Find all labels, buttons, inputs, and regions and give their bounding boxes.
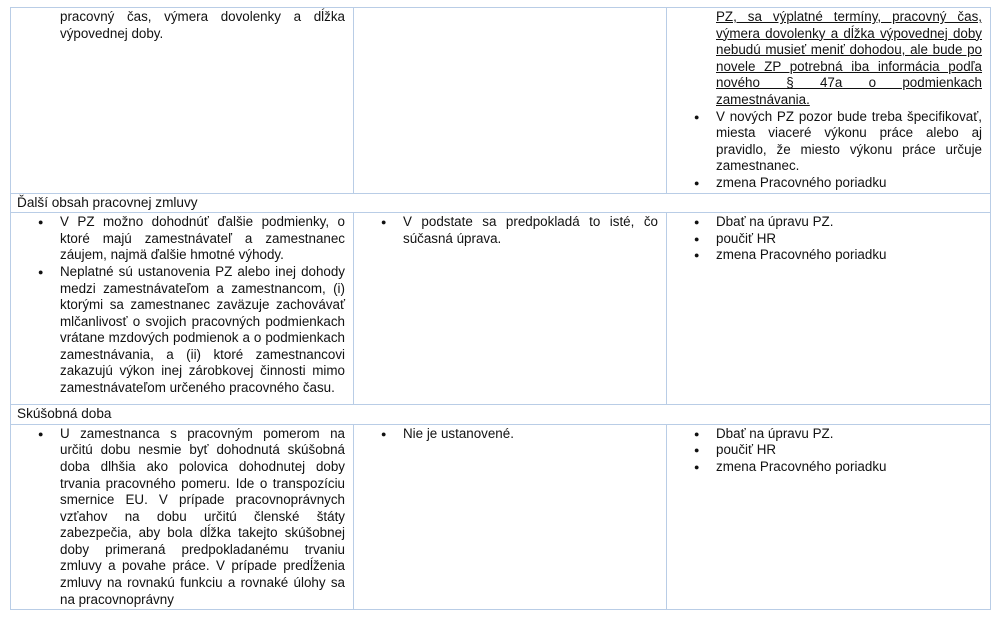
comparison-table: [10, 7, 991, 610]
bullet-icon: ●: [38, 428, 44, 439]
continued-text: pracovný čas, výmera dovolenky a dĺžka výpovednej doby.: [60, 9, 345, 41]
bullet-icon: ●: [694, 177, 700, 188]
bullet-icon: ●: [694, 461, 700, 472]
list-item-text: Nie je ustanovené.: [403, 425, 514, 441]
cell-amendment: [354, 8, 667, 194]
bullet-icon: ●: [694, 111, 700, 122]
list-item: [694, 458, 982, 476]
list-item-text: poučiť HR: [716, 230, 777, 246]
cell-recommendation: [667, 8, 991, 194]
list-item-text: Dbať na úpravu PZ.: [716, 214, 834, 230]
list-item: [38, 263, 345, 397]
list-item-text: poučiť HR: [716, 442, 777, 458]
list-item: [694, 214, 982, 231]
list-item-text: Dbať na úpravu PZ.: [716, 425, 834, 441]
cell-recommendation: [667, 213, 991, 405]
current-law-list: [17, 426, 345, 609]
list-item-text: zmena Pracovného poriadku: [716, 174, 887, 190]
bullet-icon: ●: [694, 428, 700, 439]
list-item: [694, 230, 982, 248]
bullet-icon: ●: [694, 445, 700, 456]
list-item-text: V PZ možno dohodnúť ďalšie podmienky, o ktoré majú zamestnávateľ a zamestnanec záujem, najmä ďalšie hmotné výhody.: [60, 214, 345, 263]
list-item-text: zmena Pracovného poriadku: [716, 247, 887, 263]
list-item: [694, 247, 982, 264]
section-heading-row: [11, 405, 991, 425]
list-item: [694, 108, 982, 175]
recommendation-list: [673, 426, 982, 476]
cell-current-law: [11, 213, 354, 405]
amendment-list: [360, 426, 658, 443]
bullet-icon: ●: [38, 266, 44, 277]
amendment-list: [360, 214, 658, 247]
recommendation-list: [673, 109, 982, 192]
bullet-icon: ●: [694, 217, 700, 228]
bullet-icon: ●: [38, 217, 44, 228]
list-item: [694, 442, 982, 459]
list-item: [381, 425, 658, 443]
section-heading-row: [11, 193, 991, 213]
bullet-icon: ●: [694, 233, 700, 244]
list-item: [694, 425, 982, 443]
cell-amendment: [354, 424, 667, 610]
list-item-text: U zamestnanca s pracovným pomerom na určitú dobu nesmie byť dohodnutá skúšobná doba dlhšia ako polovica dohodnutej doby trvania pracovného pomeru. Ide o transpozíciu smernice EU. V prípade pracovnoprávnych vzťahov na dobu určitú členské štáty zabezpečia, aby bola dĺžka takejto skúšobnej doby primeraná predpokladanému trvaniu zmluvy a povahe práce. V prípade predĺženia zmluvy na rovnakú funkciu a rovnaké úlohy sa na pracovnoprávny: [60, 425, 345, 607]
list-item-text: zmena Pracovného poriadku: [716, 458, 887, 474]
current-law-list: [17, 214, 345, 397]
list-item-text: V nových PZ pozor bude treba špecifikovať, miesta viaceré výkonu práce alebo aj pravidlo, že miesto výkonu práce určuje zamestnanec.: [716, 108, 982, 174]
table-row-continued: [11, 8, 991, 194]
table-row-probation: [11, 424, 991, 610]
underlined-continued-text: PZ, sa výplatné termíny, pracovný čas, výmera dovolenky a dĺžka výpovednej doby nebudú musieť meniť dohodou, ale bude po novele ZP potrebná iba informácia podľa nového § 47a o podmienkach zamestnávania.: [716, 9, 982, 107]
cell-current-law: [11, 424, 354, 610]
list-item: [694, 174, 982, 192]
table-row-other-content: [11, 213, 991, 405]
cell-current-law: [11, 8, 354, 194]
list-item: [381, 214, 658, 247]
bullet-icon: ●: [694, 250, 700, 261]
bullet-icon: ●: [381, 217, 387, 228]
recommendation-list: [673, 214, 982, 264]
section-heading-other-content: Ďalší obsah pracovnej zmluvy: [11, 193, 991, 213]
bullet-icon: ●: [381, 428, 387, 439]
list-item-text: Neplatné sú ustanovenia PZ alebo inej dohody medzi zamestnávateľom a zamestnancom, (i) ktorými sa zamestnanec zaväzuje zachovávať mlčanlivosť o svojich pracovných podmienkach vrátane mzdových podmienok a o podmienkach zamestnávania, a (ii) ktoré zamestnancovi zakazujú výkon inej zárobkovej činnosti mimo zamestnávateľom určeného pracovného času.: [60, 263, 345, 396]
section-heading-probation: Skúšobná doba: [11, 405, 991, 425]
list-item: [38, 425, 345, 609]
cell-amendment: [354, 213, 667, 405]
cell-recommendation: [667, 424, 991, 610]
list-item: [38, 214, 345, 264]
list-item-text: V podstate sa predpokladá to isté, čo súčasná úprava.: [403, 214, 658, 246]
